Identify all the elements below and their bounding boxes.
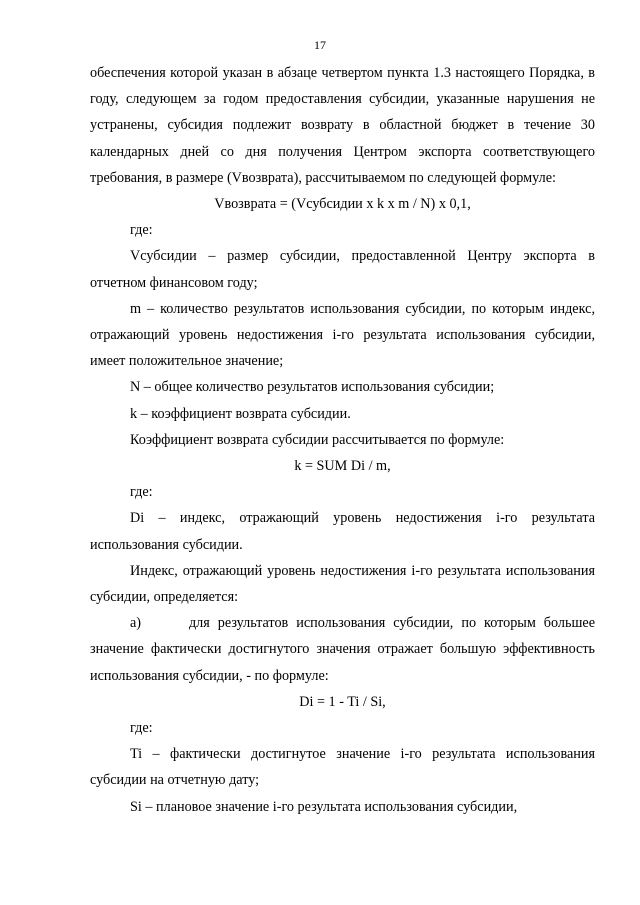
paragraph: N – общее количество результатов использования субсидии;	[130, 379, 495, 396]
paragraph: Индекс, отражающий уровень недостижения i-го результата использования субсидии, определяется:	[90, 562, 595, 606]
paragraph: Di – индекс, отражающий уровень недостижения i-го результата использования субсидии.	[90, 510, 595, 553]
paragraph: Vсубсидии – размер субсидии, предоставленной Центру экспорта в отчетном финансовом году;	[90, 248, 595, 291]
paragraph: где:	[130, 720, 153, 737]
paragraph: Коэффициент возврата субсидии рассчитывается по формуле:	[130, 431, 505, 448]
paragraph: m – количество результатов использования субсидии, по которым индекс, отражающий уровень недостижения i-го результата использования субсидии, имеет положительное значение;	[90, 300, 595, 370]
document-body	[90, 60, 599, 820]
formula: Vвозврата = (Vсубсидии x k x m / N) x 0,1,	[214, 196, 471, 213]
paragraph: где:	[130, 484, 153, 501]
paragraph: где:	[130, 222, 153, 239]
paragraph: обеспечения которой указан в абзаце четвертом пункта 1.3 настоящего Порядка, в году, следующем за годом предоставления субсидии, указанные нарушения не устранены, субсидия подлежит возврату в областной бюджет в течение 30 календарных дней со дня получения Центром экспорта соответствующего требования, в размере (Vвозврата), рассчитываемом по следующей формуле:	[90, 65, 595, 186]
paragraph: Ti – фактически достигнутое значение i-го результата использования субсидии на отчетную дату;	[90, 746, 595, 789]
paragraph: k – коэффициент возврата субсидии.	[130, 405, 351, 422]
formula: Di = 1 - Ti / Si,	[299, 693, 386, 710]
formula: k = SUM Di / m,	[294, 458, 391, 475]
list-item: а) для результатов использования субсидии, по которым большее значение фактически достигнутого значения отражает большую эффективность использования субсидии, - по формуле:	[90, 615, 599, 684]
page-number: 17	[314, 38, 326, 52]
paragraph: Si – плановое значение i-го результата использования субсидии,	[130, 798, 518, 815]
